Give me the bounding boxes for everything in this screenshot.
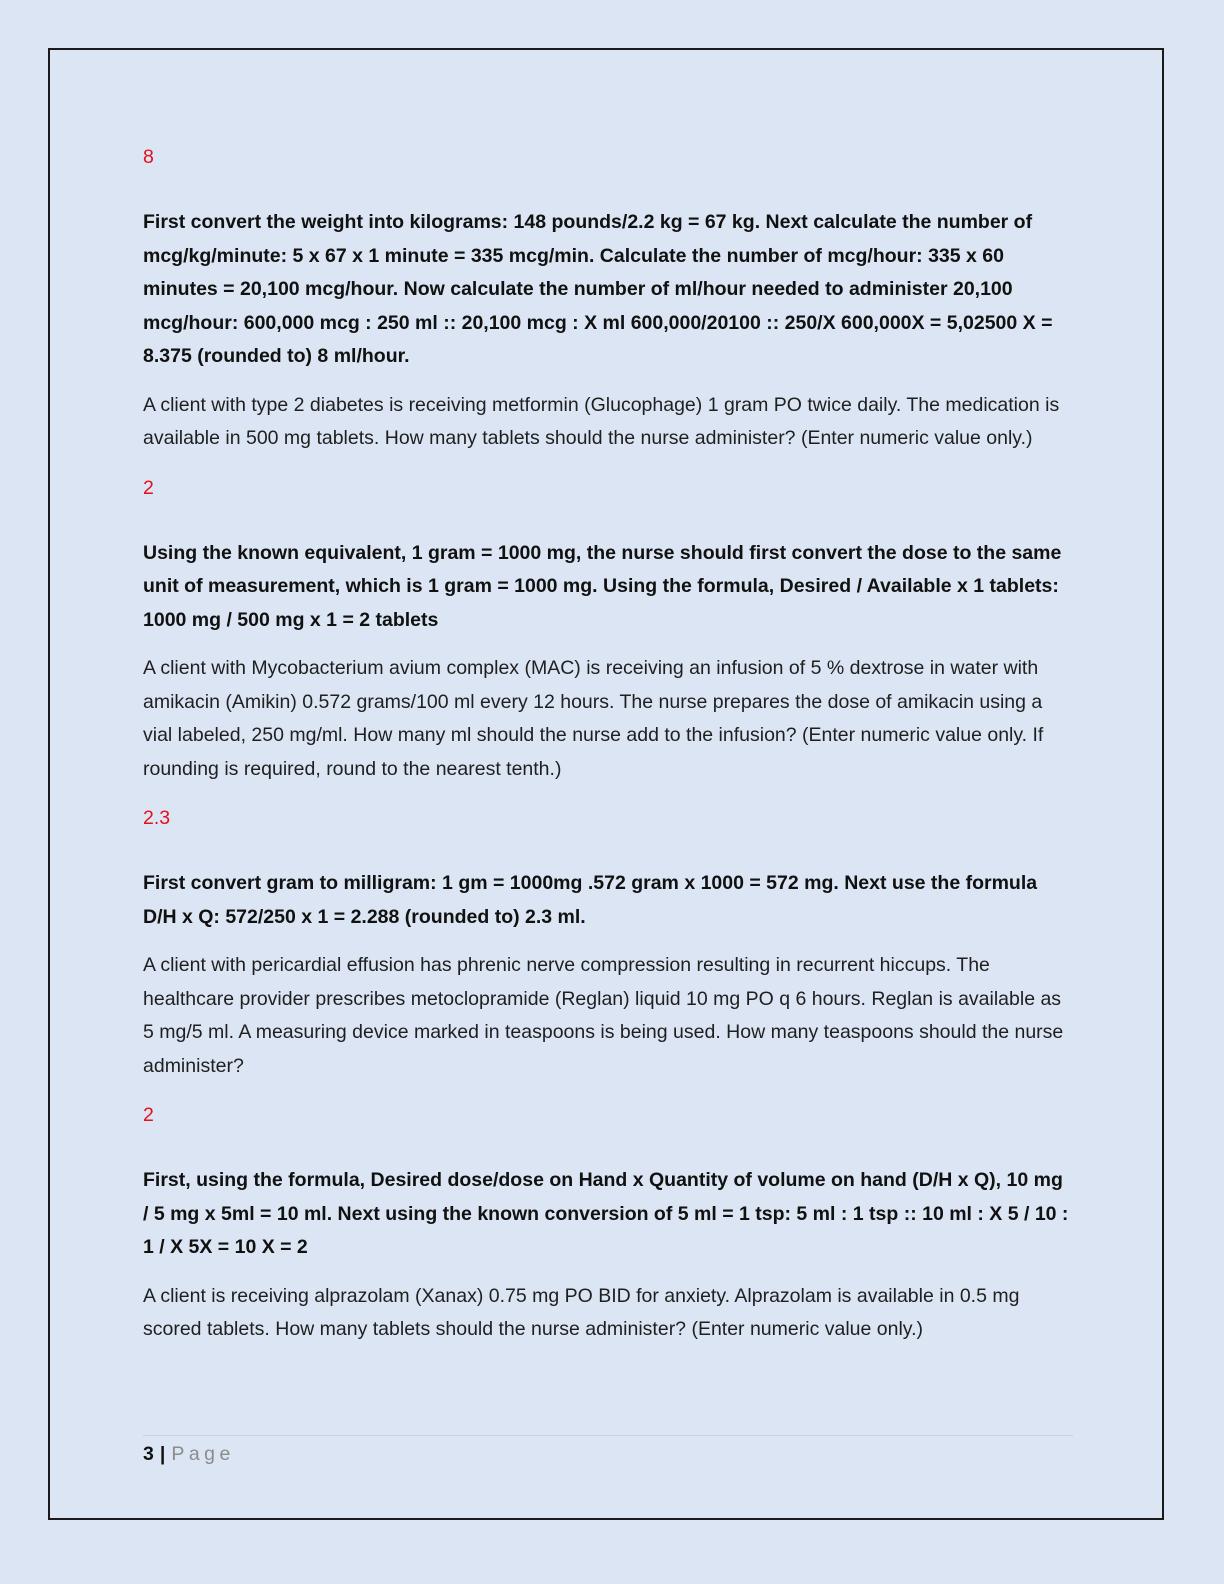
answer-value: 2 bbox=[143, 1104, 154, 1126]
rationale-text: First convert gram to milligram: 1 gm = 1000mg .572 gram x 1000 = 572 mg. Next use the formula D/H x Q: 572/250 x 1 = 2.288 (rounded to) 2.3 ml. bbox=[143, 872, 1038, 928]
question-text: A client is receiving alprazolam (Xanax) 0.75 mg PO BID for anxiety. Alprazolam is available in 0.5 mg scored tablets. How many tablets should the nurse administer? (Enter numeric value only.) bbox=[143, 1284, 1020, 1340]
page-number: 3 bbox=[143, 1443, 154, 1465]
page-footer bbox=[143, 1440, 235, 1468]
question-text: A client with type 2 diabetes is receiving metformin (Glucophage) 1 gram PO twice daily. The medication is available in 500 mg tablets. How many tablets should the nurse administer? (Enter numeric value only.) bbox=[143, 393, 1060, 449]
answer-value: 2.3 bbox=[143, 807, 171, 829]
rationale-text: Using the known equivalent, 1 gram = 1000 mg, the nurse should first convert the dose to the same unit of measurement, which is 1 gram = 1000 mg. Using the formula, Desired / Available x 1 tablets: 1000 mg / 500 mg x 1 = 2 tablets bbox=[143, 541, 1062, 631]
page-content bbox=[143, 140, 1073, 1362]
rationale-text: First convert the weight into kilograms: 148 pounds/2.2 kg = 67 kg. Next calculate the number of mcg/kg/minute: 5 x 67 x 1 minute = 335 mcg/min. Calculate the number of mcg/hour: 335 x 60 minutes = 20,100 mcg/hour. Now calculate the number of ml/hour needed to administer 20,100 mcg/hour: 600,000 mcg : 250 ml :: 20,100 mcg : X ml 600,000/20100 :: 250/X 600,000X = 5,02500 X = 8.375 (rounded to) 8 ml/hour. bbox=[143, 211, 1053, 367]
footer-divider bbox=[143, 1435, 1073, 1436]
question-text: A client with Mycobacterium avium complex (MAC) is receiving an infusion of 5 % dextrose in water with amikacin (Amikin) 0.572 grams/100 ml every 12 hours. The nurse prepares the dose of amikacin using a vial labeled, 250 mg/ml. How many ml should the nurse add to the infusion? (Enter numeric value only. If rounding is required, round to the nearest tenth.) bbox=[143, 657, 1044, 780]
page-label: Page bbox=[171, 1443, 235, 1465]
rationale-text: First, using the formula, Desired dose/dose on Hand x Quantity of volume on hand (D/H x Q), 10 mg / 5 mg x 5ml = 10 ml. Next using the known conversion of 5 ml = 1 tsp: 5 ml : 1 tsp :: 10 ml : X 5 / 10 : 1 / X 5X = 10 X = 2 bbox=[143, 1169, 1069, 1258]
answer-value: 8 bbox=[143, 146, 154, 168]
footer-separator: | bbox=[159, 1443, 166, 1465]
question-text: A client with pericardial effusion has phrenic nerve compression resulting in recurrent hiccups. The healthcare provider prescribes metoclopramide (Reglan) liquid 10 mg PO q 6 hours. Reglan is available as 5 mg/5 ml. A measuring device marked in teaspoons is being used. How many teaspoons should the nurse administer? bbox=[143, 954, 1064, 1077]
answer-value: 2 bbox=[143, 476, 154, 499]
